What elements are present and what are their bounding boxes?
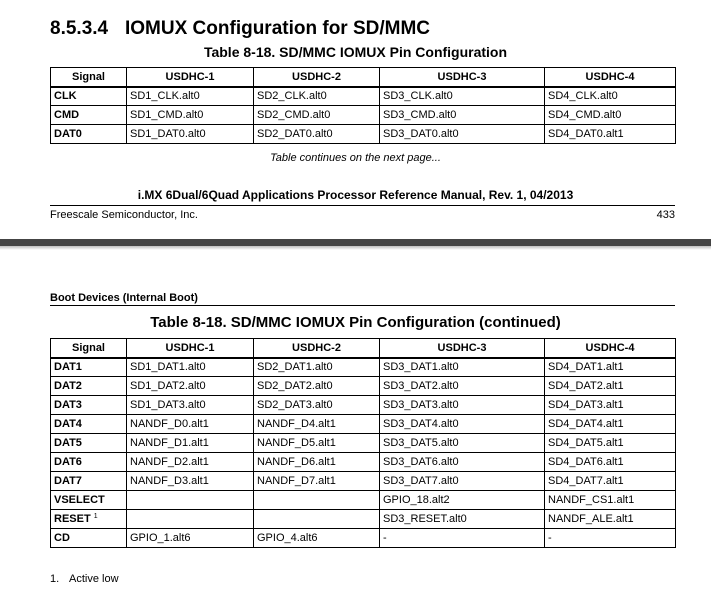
signal-cell: DAT1 [51,358,127,377]
pin-cell: SD4_DAT4.alt1 [545,415,676,434]
pin-cell: NANDF_D6.alt1 [254,453,380,472]
pin-cell: SD3_DAT3.alt0 [380,396,545,415]
pin-cell: NANDF_CS1.alt1 [545,491,676,510]
signal-cell: DAT5 [51,434,127,453]
pin-cell: NANDF_ALE.alt1 [545,510,676,529]
pin-cell: SD1_CLK.alt0 [127,87,254,106]
pin-cell: - [380,529,545,548]
pin-cell: SD3_RESET.alt0 [380,510,545,529]
pin-cell: - [545,529,676,548]
pin-cell: SD3_CLK.alt0 [380,87,545,106]
table-row [51,415,676,434]
signal-cell: DAT4 [51,415,127,434]
table2 [50,338,676,548]
pin-cell: SD2_CMD.alt0 [254,106,380,125]
pin-cell: GPIO_18.alt2 [380,491,545,510]
table1-header-cell: Signal [51,68,127,87]
pin-cell: SD3_DAT2.alt0 [380,377,545,396]
pin-cell: NANDF_D3.alt1 [127,472,254,491]
pin-cell: SD1_DAT0.alt0 [127,125,254,144]
signal-cell: CD [51,529,127,548]
footnote [50,573,119,585]
pin-cell: SD4_DAT0.alt1 [545,125,676,144]
table1-caption: Table 8-18. SD/MMC IOMUX Pin Configuration [203,44,508,60]
pin-cell: SD4_DAT3.alt1 [545,396,676,415]
pin-cell: SD4_DAT7.alt1 [545,472,676,491]
table-row [51,125,676,144]
table-row [51,491,676,510]
pin-cell: SD4_CMD.alt0 [545,106,676,125]
table-row [51,434,676,453]
pin-cell: GPIO_4.alt6 [254,529,380,548]
signal-cell: CMD [51,106,127,125]
pin-cell: SD4_DAT6.alt1 [545,453,676,472]
page-break-bar [0,239,711,246]
section-title: IOMUX Configuration for SD/MMC [125,18,431,39]
running-header: Boot Devices (Internal Boot) [50,292,198,304]
signal-cell: CLK [51,87,127,106]
table-row [51,377,676,396]
pin-cell: SD3_DAT4.alt0 [380,415,545,434]
pin-cell: SD3_DAT6.alt0 [380,453,545,472]
table-row [51,358,676,377]
running-header-rule [50,305,675,306]
table1-header-row [51,68,676,87]
pin-cell: SD2_CLK.alt0 [254,87,380,106]
pin-cell [127,510,254,529]
table2-header-cell: Signal [51,339,127,358]
signal-cell: VSELECT [51,491,127,510]
table1-header-cell: USDHC-3 [380,68,545,87]
signal-cell [51,510,127,529]
table1-header-cell: USDHC-2 [254,68,380,87]
table1-header-cell: USDHC-4 [545,68,676,87]
pin-cell: SD4_CLK.alt0 [545,87,676,106]
signal-cell: DAT7 [51,472,127,491]
section-number: 8.5.3.4 [50,18,109,39]
signal-cell: DAT0 [51,125,127,144]
table2-header-cell: USDHC-2 [254,339,380,358]
pin-cell [254,491,380,510]
table-row [51,529,676,548]
signal-cell: DAT2 [51,377,127,396]
pin-cell: SD4_DAT1.alt1 [545,358,676,377]
pin-cell: NANDF_D7.alt1 [254,472,380,491]
pin-cell: SD3_CMD.alt0 [380,106,545,125]
pin-cell: NANDF_D2.alt1 [127,453,254,472]
table-row [51,453,676,472]
pin-cell: SD3_DAT5.alt0 [380,434,545,453]
table-row [51,106,676,125]
pin-cell: NANDF_D4.alt1 [254,415,380,434]
footnote-number: 1. [50,573,60,585]
pin-cell: NANDF_D5.alt1 [254,434,380,453]
pin-cell: SD4_DAT5.alt1 [545,434,676,453]
footnote-text: Active low [69,573,119,585]
table2-header-row [51,339,676,358]
company-name: Freescale Semiconductor, Inc. [50,209,198,221]
table1 [50,67,676,144]
table2-header-cell: USDHC-4 [545,339,676,358]
pin-cell: SD1_DAT3.alt0 [127,396,254,415]
pin-cell: SD2_DAT1.alt0 [254,358,380,377]
pin-cell: SD3_DAT7.alt0 [380,472,545,491]
pin-cell: SD2_DAT0.alt0 [254,125,380,144]
section-heading [50,18,430,40]
signal-cell: DAT3 [51,396,127,415]
signal-cell: DAT6 [51,453,127,472]
pin-cell: GPIO_1.alt6 [127,529,254,548]
manual-title: i.MX 6Dual/6Quad Applications Processor Reference Manual, Rev. 1, 04/2013 [137,188,574,202]
signal-name: RESET [54,513,91,525]
pin-cell: SD3_DAT0.alt0 [380,125,545,144]
table-row [51,510,676,529]
footer-rule [50,205,675,206]
pin-cell [127,491,254,510]
pin-cell: NANDF_D0.alt1 [127,415,254,434]
pin-cell: SD1_DAT1.alt0 [127,358,254,377]
table1-header-cell: USDHC-1 [127,68,254,87]
table-row [51,396,676,415]
pin-cell: NANDF_D1.alt1 [127,434,254,453]
pin-cell: SD1_CMD.alt0 [127,106,254,125]
table-row [51,472,676,491]
pin-cell: SD2_DAT3.alt0 [254,396,380,415]
pin-cell [254,510,380,529]
pin-cell: SD4_DAT2.alt1 [545,377,676,396]
table2-header-cell: USDHC-1 [127,339,254,358]
table-row [51,87,676,106]
page-break-shadow [0,246,711,250]
footnote-marker: 1 [93,513,98,520]
table-continued-note: Table continues on the next page... [270,152,441,164]
pin-cell: SD2_DAT2.alt0 [254,377,380,396]
table2-header-cell: USDHC-3 [380,339,545,358]
page-number: 433 [656,209,675,221]
pin-cell: SD3_DAT1.alt0 [380,358,545,377]
table2-caption: Table 8-18. SD/MMC IOMUX Pin Configuration (continued) [150,314,561,331]
pin-cell: SD1_DAT2.alt0 [127,377,254,396]
